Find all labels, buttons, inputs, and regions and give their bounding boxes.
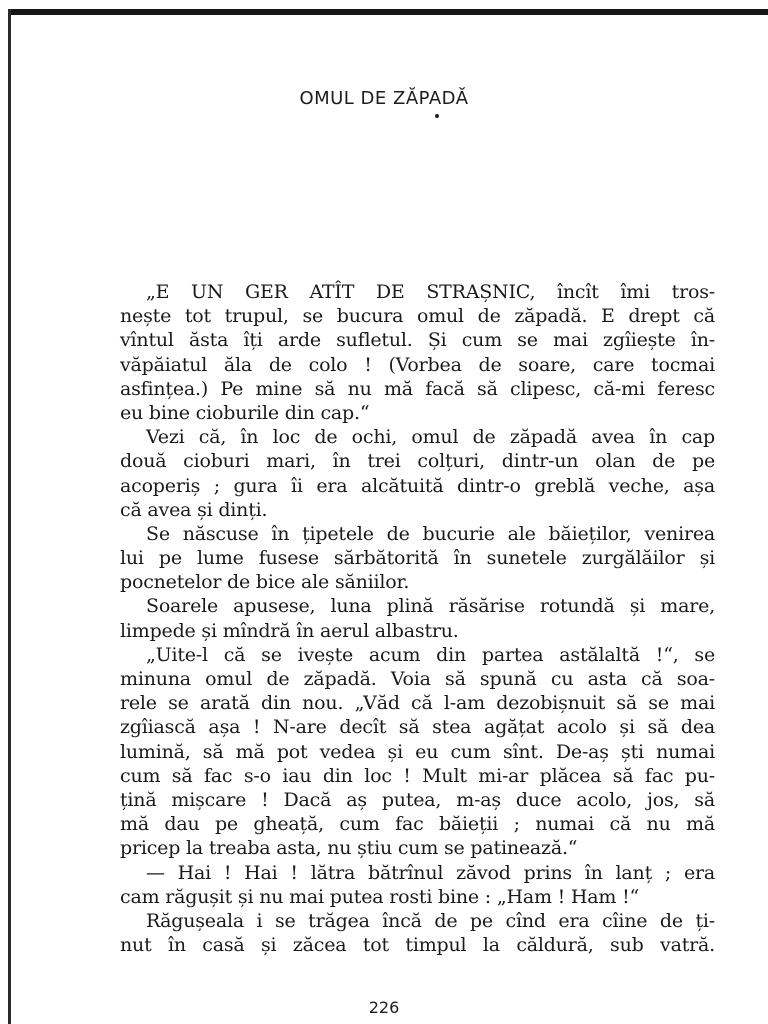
text-line: pocnetelor de bice ale săniilor. [120, 571, 410, 594]
page-title: OMUL DE ZĂPADĂ [299, 88, 469, 109]
text-line: asfințea.) Pe mine să nu mă facă să clipesc, că-mi feresc [120, 377, 715, 400]
text-line: țină mișcare ! Dacă aș putea, m-aș duce acolo, jos, să [120, 788, 715, 811]
text-line: nut în casă și zăcea tot timpul la căldură, sub vatră. [120, 934, 715, 957]
text-line: limpede și mîndră în aerul albastru. [120, 619, 459, 642]
text-line: cam răgușit și nu mai putea rosti bine : „Ham ! Ham !“ [120, 885, 640, 908]
text-line: Răgușeala i se trăgea încă de pe cînd era cîine de ți- [146, 909, 715, 932]
text-line: pricep la treaba asta, nu știu cum se patinează.“ [120, 837, 578, 860]
scan-left-border [8, 9, 11, 1024]
text-line: minuna omul de zăpadă. Voia să spună cu asta că soa- [120, 668, 715, 690]
text-line: Se născuse în țipetele de bucurie ale băieților, venirea [146, 522, 715, 545]
body-text [120, 280, 715, 957]
page-number: 226 [368, 998, 400, 1017]
text-line: văpăiatul ăla de colo ! (Vorbea de soare, care tocmai [120, 353, 715, 376]
text-line: lui pe lume fusese sărbătorită în sunetele zurgălăilor și [120, 547, 715, 570]
text-line: — Hai ! Hai ! lătra bătrînul zăvod prins în lanț ; era [146, 861, 715, 884]
text-line: mă dau pe gheață, cum fac băieții ; numai că nu mă [120, 813, 715, 836]
text-line: două cioburi mari, în trei colțuri, dintr-un olan de pe [120, 450, 715, 473]
text-line: Vezi că, în loc de ochi, omul de zăpadă avea în cap [146, 426, 715, 449]
text-line: Soarele apusese, luna plină răsărise rotundă și mare, [146, 595, 715, 618]
text-line: rele se arată din nou. „Văd că l-am dezobișnuit să se mai [120, 692, 715, 715]
text-line: acoperiș ; gura îi era alcătuită dintr-o greblă veche, așa [120, 474, 715, 497]
text-line: „Uite-l că se ivește acum din partea astălaltă !“, se [146, 643, 715, 666]
scan-top-border [8, 9, 768, 15]
text-line: că avea și dinți. [120, 498, 268, 521]
title-ornament-dot [435, 114, 439, 118]
text-line: cum să fac s-o iau din loc ! Mult mi-ar plăcea să fac pu- [120, 764, 715, 787]
text-line: eu bine cioburile din cap.“ [120, 401, 370, 424]
text-line: nește tot trupul, se bucura omul de zăpadă. E drept că [120, 305, 715, 328]
text-line: lumină, să mă pot vedea și eu cum sînt. De-aș ști numai [120, 740, 715, 763]
text-line: vîntul ăsta îți arde sufletul. Și cum se mai zgîiește în- [120, 329, 715, 352]
text-line: „E UN GER ATÎT DE STRAȘNIC, încît îmi tros- [146, 281, 715, 303]
text-line: zgîiască așa ! N-are decît să stea agățat acolo și să dea [120, 716, 715, 739]
